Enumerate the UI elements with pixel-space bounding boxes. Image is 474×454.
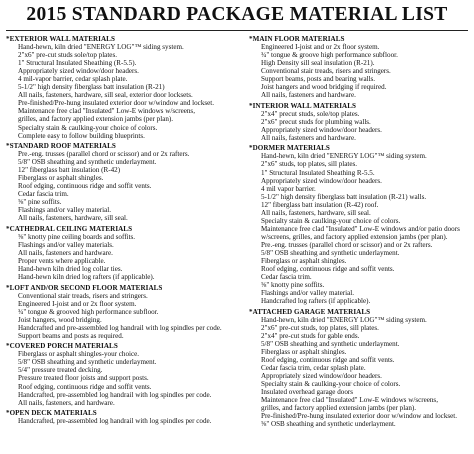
section-attached-garage-materials [249, 308, 471, 429]
material-item: 2"x6" studs, top plates, sill plates. [261, 160, 358, 169]
material-item: Maintenance free clad "Insulated" Low-E windows and/or patio doors [261, 224, 460, 233]
material-item: Cedar fascia trim. [261, 273, 312, 282]
material-item: Joist hangers and wood bridging if required. [261, 83, 387, 92]
material-item: Hand-hewn kiln dried log collar ties. [18, 265, 123, 274]
material-item: Fiberglass or asphalt shingles. [18, 174, 104, 183]
material-item: All nails, fasteners, hardware, sill seal. [261, 208, 371, 217]
material-item: Hand-hewn, kiln dried "ENERGY LOG"™ siding system. [261, 152, 427, 161]
material-item: 4 mil vapor barrier. [261, 184, 316, 193]
material-item: 1" Structural Insulated Sheathing R-5.5. [261, 168, 375, 177]
material-item: Fiberglass or asphalt shingles. [261, 347, 347, 356]
material-item: Flashings and/or valley materials. [18, 240, 114, 249]
material-item: ¾" tongue & grooved high performance subfloor. [18, 307, 159, 316]
material-item: ¾" tongue & groove high performance subfloor. [261, 51, 398, 60]
right-column [249, 35, 471, 431]
material-item: 2"x6" pre-cut studs, top plates, sill plates. [261, 323, 379, 332]
material-item: All nails, fasteners, hardware, sill seal. [18, 214, 128, 223]
material-item: Hand-hewn, kiln dried "ENERGY LOG"™ siding system. [261, 315, 427, 324]
section-dormer-materials [249, 144, 471, 305]
section-title: *EXTERIOR WALL MATERIALS [6, 35, 115, 43]
material-item: Insulated overhead garage doors [261, 388, 353, 397]
material-item: Handcrafted and pre-assembled log handrail with log spindles per code. [18, 323, 222, 332]
material-item: 5/8" OSB sheathing and synthetic underlayment. [18, 158, 157, 167]
material-item: Roof edging, continuous ridge and soffit vents. [261, 356, 395, 364]
material-item: 12" fiberglass batt insulation (R-42) roof. [261, 200, 379, 209]
material-item: Roof edging, continuous ridge and soffit vents. [18, 382, 152, 391]
material-item: w/screens, grilles, and factory applied extension jambs (per plan). [261, 232, 448, 241]
material-item: Handcrafted log rafters (if applicable). [261, 297, 371, 306]
material-item: Joist hangers, wood bridging. [18, 315, 102, 324]
section-title: *OPEN DECK MATERIALS [6, 409, 97, 418]
material-item: grilles, and factory applied extension jambs (per plan). [261, 404, 417, 413]
material-item: 5-1/2" high density fiberglass batt insulation (R-21) walls. [261, 192, 427, 201]
section-standard-roof-materials [6, 142, 239, 222]
material-item: Handcrafted, pre-assembled log handrail with log spindles per code. [18, 390, 212, 399]
material-item: Hand-hewn, kiln dried "ENERGY LOG"™ siding system. [18, 43, 184, 52]
material-item: Engineered I-joist and or 2x floor system. [261, 43, 380, 52]
material-item: Appropriately sized window/door headers. [261, 176, 382, 185]
material-item: Pressure treated floor joists and support posts. [18, 374, 149, 383]
material-item: 5/8" OSB sheathing and synthetic underlayment. [261, 339, 400, 348]
material-item: All nails, fasteners, hardware, sill seal, exterior door locksets. [18, 91, 193, 100]
material-item: Pre.-eng. trusses (parallel chord or scissor) and or 2x rafters. [261, 240, 433, 249]
section-title: *CATHEDRAL CEILING MATERIALS [6, 224, 133, 233]
section-cathedral-ceiling-materials [6, 225, 239, 281]
material-item: Roof edging, continuous ridge and soffit vents. [18, 182, 152, 191]
material-item: Flashings and/or valley material. [18, 206, 111, 215]
section-title: *INTERIOR WALL MATERIALS [249, 101, 356, 110]
material-item: 5/8" OSB sheathing and synthetic underlayment. [18, 358, 157, 367]
material-item: Maintenance free clad "Insulated" Low-E windows w/screens, [261, 396, 438, 405]
material-item: 2"x4" precut studs, sole/top plates. [261, 109, 360, 118]
material-item: Complete easy to follow building blueprints. [18, 131, 145, 140]
left-column [6, 35, 239, 428]
page-title: 2015 STANDARD PACKAGE MATERIAL LIST [26, 4, 448, 25]
section-covered-porch-materials [6, 342, 239, 406]
material-item: All nails, fasteners, and hardware. [18, 398, 115, 407]
material-item: ⅝" OSB sheathing and synthetic underlayment. [261, 420, 396, 429]
material-item: ⅝" knotty pine ceiling boards and soffits. [18, 232, 136, 241]
material-item: 5/8" OSB sheathing and synthetic underlayment. [261, 249, 400, 257]
material-item: Maintenance free clad "Insulated" Low-E windows w/screens, [18, 107, 195, 116]
material-item: Cedar fascia trim. [18, 190, 69, 199]
material-item: Handcrafted, pre-assembled log handrail with log spindles per code. [18, 417, 212, 426]
material-item: 2"x4" pre-cut studs for gable ends. [261, 331, 360, 340]
material-item: Specialty stain & caulking-your choice of colors. [261, 216, 401, 225]
material-item: Roof edging, continuous ridge and soffit vents. [261, 265, 395, 274]
section-main-floor-materials [249, 35, 471, 99]
material-item: Pre-finished/Pre-hung insulated exterior door w/window and lockset. [18, 99, 215, 108]
material-item: Fiberglass or asphalt shingles. [261, 257, 347, 266]
section-title: *MAIN FLOOR MATERIALS [249, 35, 345, 43]
material-item: Pre-finished/Pre-hung insulated exterior door w/window and lockset. [261, 412, 458, 421]
material-item: grilles, and factory applied extension jambs (per plan). [18, 115, 174, 124]
material-item: Support beams, posts and bearing walls. [261, 75, 376, 84]
section-title: *STANDARD ROOF MATERIALS [6, 142, 116, 150]
section-loft-and-or-second-floor-materials [6, 284, 239, 340]
material-item: Conventional stair treads, risers and stringers. [261, 67, 391, 76]
material-item: All nails, fasteners and hardware. [261, 133, 356, 142]
section-interior-wall-materials [249, 102, 471, 142]
material-item: Support beams and posts as required. [18, 331, 124, 340]
material-item: Proper vents where applicable. [18, 257, 106, 266]
material-item: Flashings and/or valley material. [261, 289, 354, 298]
material-item: Pre.-eng. trusses (parallel chord or scissor) and or 2x rafters. [18, 150, 190, 159]
material-item: Cedar fascia trim, cedar splash plate. [261, 364, 366, 373]
section-title: *COVERED PORCH MATERIALS [6, 342, 118, 351]
material-item: All nails, fasteners and hardware. [18, 249, 113, 257]
title-divider [6, 30, 468, 31]
material-item: Specialty stain & caulking-your choice of colors. [18, 123, 158, 132]
material-item: Specialty stain & caulking-your choice of colors. [261, 380, 401, 389]
section-title: *DORMER MATERIALS [249, 144, 330, 153]
material-item: 5/4" pressure treated decking. [18, 366, 103, 375]
material-item: Conventional stair treads, risers and stringers. [18, 291, 148, 300]
material-item: ⅝" pine soffits. [18, 198, 62, 207]
material-item: ⅝" knotty pine soffits. [261, 281, 325, 290]
material-item: Engineered I-joist and or 2x floor system. [18, 299, 137, 308]
section-title: *ATTACHED GARAGE MATERIALS [249, 307, 371, 316]
material-item: 2"x6" precut studs for plumbing walls. [261, 117, 371, 126]
material-item: Appropriately sized window/door headers. [261, 125, 382, 134]
section-open-deck-materials [6, 409, 239, 425]
material-item: Fiberglass or asphalt shingles-your choice. [18, 350, 140, 359]
material-item: Appropriately sized window/door headers. [18, 67, 139, 76]
material-item: 4 mil-vapor barrier, cedar splash plate. [18, 75, 128, 84]
material-item: 5-1/2" high density fiberglass batt insulation (R-21) [18, 83, 165, 92]
section-title: *LOFT AND/OR SECOND FLOOR MATERIALS [6, 283, 163, 292]
material-item: 12" fiberglass batt insulation (R-42) [18, 166, 121, 175]
material-item: Appropriately sized window/door headers. [261, 372, 382, 381]
material-item: High Density sill seal insulation (R-21). [261, 59, 375, 68]
material-item: 2"x6" pre-cut studs sole/top plates. [18, 51, 117, 60]
material-item: All nails, fasteners and hardware. [261, 91, 356, 100]
material-item: 1" Structural Insulated Sheathing (R-5.5). [18, 59, 137, 68]
material-item: Hand-hewn kiln dried log rafters (if applicable). [18, 273, 155, 282]
section-exterior-wall-materials [6, 35, 239, 140]
